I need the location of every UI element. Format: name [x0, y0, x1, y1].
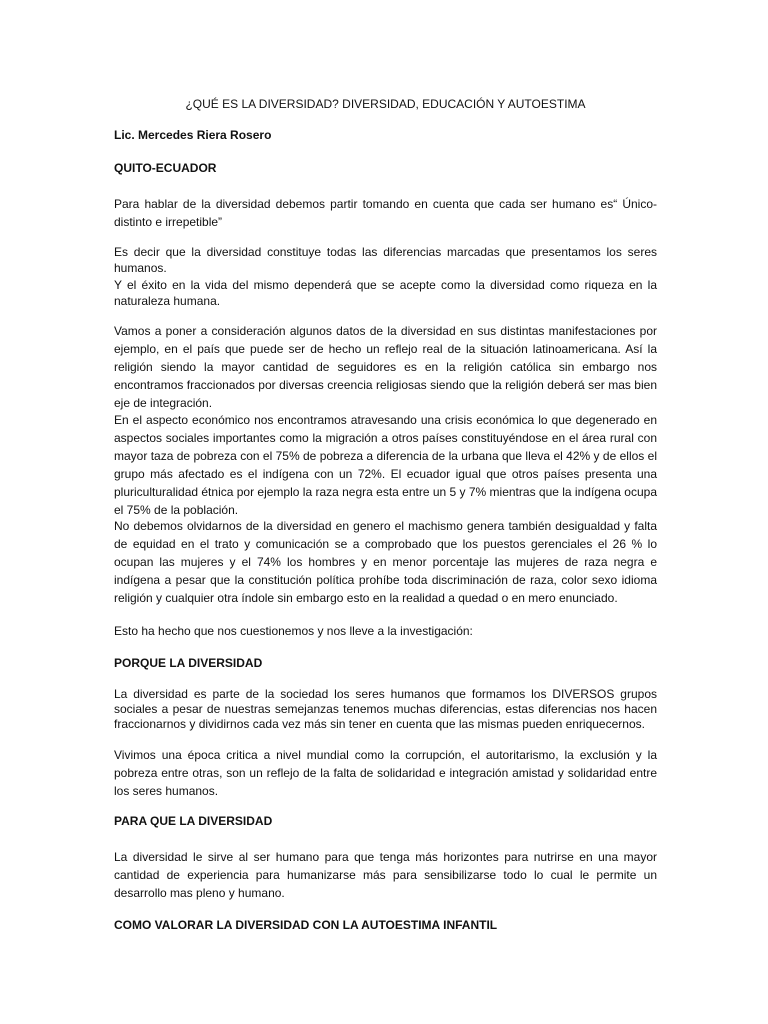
paragraph-porque-1: La diversidad es parte de la sociedad los seres humanos que formamos los DIVERSOS grupos sociales a pesar de nuestras semejanzas tenemos muchas diferencias, estas diferencias nos hacen fraccionarnos y dividirnos cada vez más sin tener en cuenta que las mismas pueden enriquecernos.	[114, 687, 657, 731]
heading-porque: PORQUE LA DIVERSIDAD	[114, 656, 263, 670]
paragraph-economy: En el aspecto económico nos encontramos atravesando una crisis económica lo que degenerado en aspectos sociales importantes como la migración a otros países constituyéndose en el área rural con mayor taza de pobreza con el 75% de pobreza a diferencia de la urbana que lleva el 42% y de ellos el grupo más afectado es el indígena con un 72%. El ecuador igual que otros países presenta una pluriculturalidad étnica por ejemplo la raza negra esta entre un 5 y 7% mientras que la indígena ocupa el 75% de la población.	[114, 413, 657, 517]
paragraph-investigation: Esto ha hecho que nos cuestionemos y nos lleve a la investigación:	[114, 624, 473, 638]
paragraph-paraque-1: La diversidad le sirve al ser humano para que tenga más horizontes para nutrirse en una mayor cantidad de experiencia para humanizarse más para sensibilizarse todo lo cual le permite un desarrollo mas pleno y humano.	[114, 850, 657, 900]
paragraph-religion: Vamos a poner a consideración algunos datos de la diversidad en sus distintas manifestaciones por ejemplo, en el país que puede ser de hecho un reflejo real de la situación latinoamericana. Así la religión siendo la mayor cantidad de seguidores es en la religión católica sin embargo nos encontramos fraccionados por diversas creencia religiosas siendo que la religión deberá ser mas bien eje de integración.	[114, 324, 657, 410]
author-name: Lic. Mercedes Riera Rosero	[114, 128, 272, 142]
paragraph-definition: Es decir que la diversidad constituye todas las diferencias marcadas que presentamos los seres humanos.	[114, 245, 657, 275]
paragraph-success: Y el éxito en la vida del mismo dependerá que se acepte como la diversidad como riqueza en la naturaleza humana.	[114, 278, 657, 308]
heading-como: COMO VALORAR LA DIVERSIDAD CON LA AUTOESTIMA INFANTIL	[114, 918, 498, 932]
location-heading: QUITO-ECUADOR	[114, 161, 217, 175]
paragraph-intro: Para hablar de la diversidad debemos partir tomando en cuenta que cada ser humano es“ Único-distinto e irrepetible”	[114, 197, 657, 229]
paragraph-gender: No debemos olvidarnos de la diversidad en genero el machismo genera también desigualdad y falta de equidad en el trato y comunicación se a comprobado que los puestos gerenciales el 26 % lo ocupan las mujeres y el 74% los hombres y en menor porcentaje las mujeres de raza negra e indígena a pesar que la constitución política prohíbe toda discriminación de raza, color sexo idioma religión y cualquier otra índole sin embargo esto en la realidad a quedad o en mero enunciado.	[114, 519, 657, 605]
document-title: ¿QUÉ ES LA DIVERSIDAD? DIVERSIDAD, EDUCACIÓN Y AUTOESTIMA	[185, 97, 586, 111]
heading-paraque: PARA QUE LA DIVERSIDAD	[114, 814, 273, 828]
paragraph-porque-2: Vivimos una época critica a nivel mundial como la corrupción, el autoritarismo, la exclusión y la pobreza entre otras, son un reflejo de la falta de solidaridad e integración amistad y solidaridad entre los seres humanos.	[114, 748, 657, 798]
